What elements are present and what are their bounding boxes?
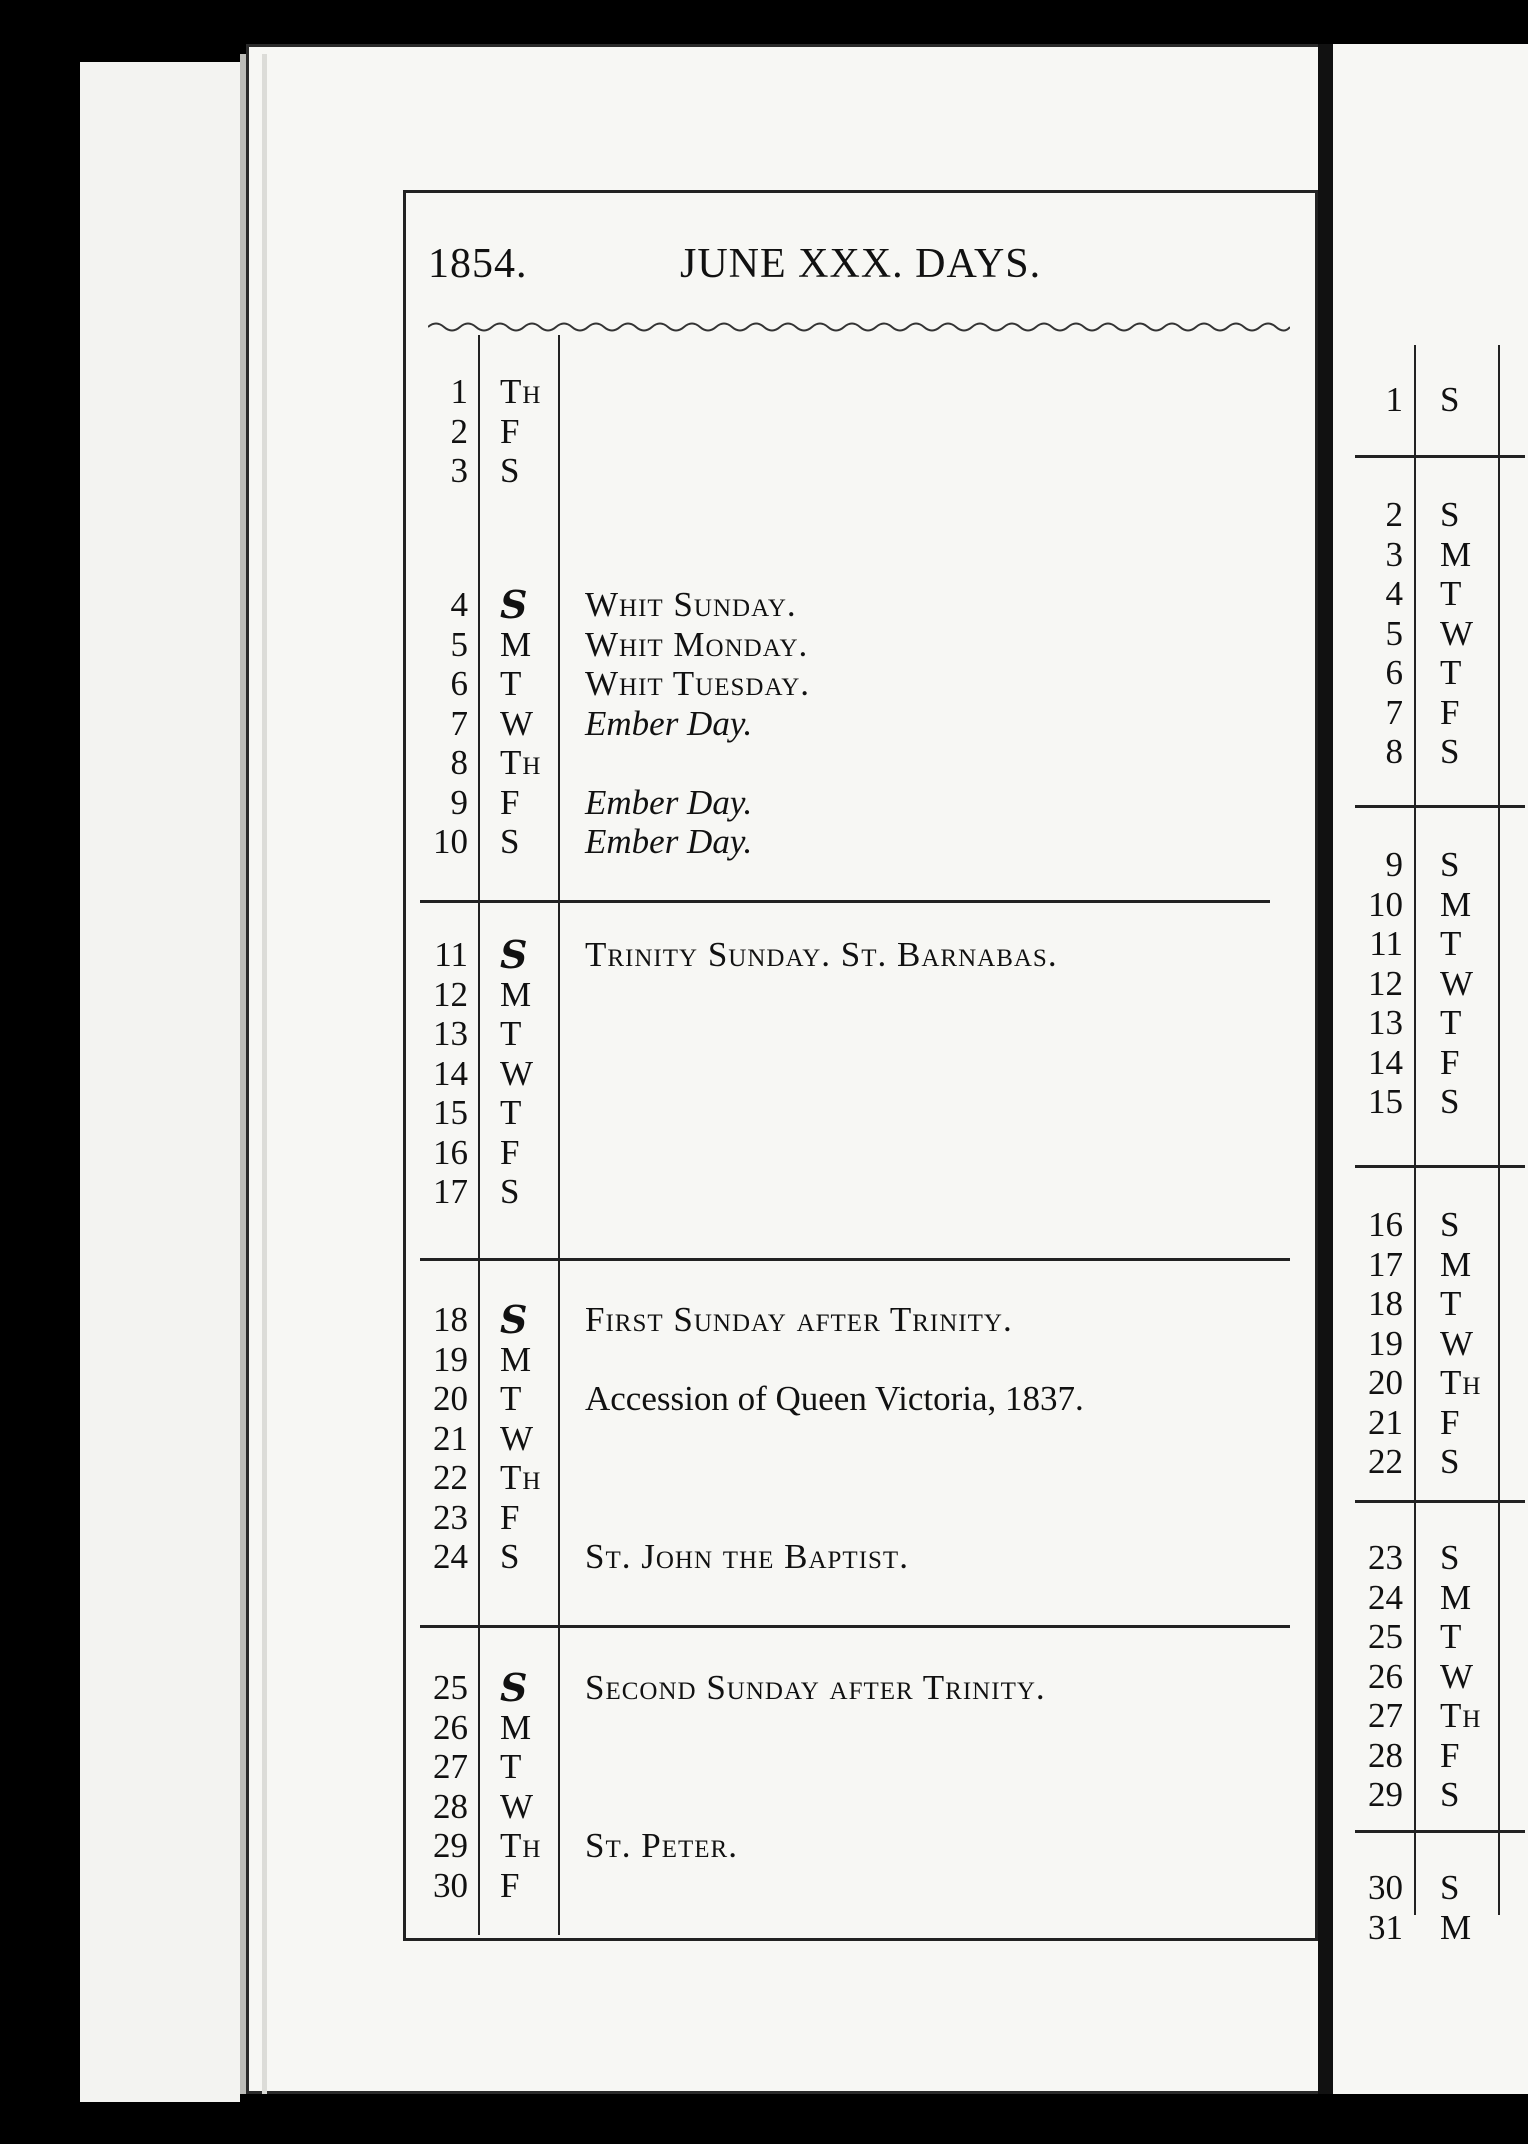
weekday-abbrev: T — [500, 1093, 522, 1132]
weekday-abbrev: T — [1440, 653, 1462, 692]
day-number: 3 — [450, 451, 468, 490]
weekday-abbrev: S — [1440, 1538, 1460, 1577]
calendar-row — [0, 1498, 1300, 1538]
day-number: 18 — [433, 1300, 468, 1339]
day-number: 20 — [433, 1379, 468, 1418]
calendar-event: Ember Day. — [585, 782, 753, 822]
weekday-abbrev: M — [1440, 1577, 1472, 1617]
day-number: 17 — [1368, 1244, 1403, 1284]
weekday-abbrev: S — [1440, 495, 1460, 534]
day-number: 5 — [450, 624, 468, 664]
day-number: 9 — [450, 782, 468, 822]
day-number: 19 — [1368, 1323, 1403, 1363]
weekday-abbrev: M — [1440, 1244, 1472, 1284]
day-number: 23 — [433, 1497, 468, 1537]
day-number: 29 — [1368, 1775, 1403, 1814]
day-number: 24 — [433, 1537, 468, 1576]
day-number: 1 — [450, 372, 468, 411]
weekday-abbrev: T — [1440, 1284, 1462, 1323]
calendar-event: First Sunday after Trinity. — [585, 1300, 1013, 1339]
day-number: 9 — [1385, 845, 1403, 884]
weekday-abbrev: W — [1440, 1323, 1474, 1363]
weekday-abbrev: T — [1440, 1617, 1462, 1656]
day-number: 2 — [450, 411, 468, 451]
next-page-row — [0, 1657, 1528, 1697]
weekday-abbrev: S — [500, 451, 520, 490]
calendar-event: Accession of Queen Victoria, 1837. — [585, 1379, 1084, 1418]
wavy-divider — [428, 320, 1290, 334]
next-page-row — [0, 1284, 1528, 1324]
day-number: 17 — [433, 1172, 468, 1211]
calendar-event: Ember Day. — [585, 703, 753, 743]
weekday-abbrev: W — [500, 1053, 534, 1093]
weekday-abbrev: F — [1440, 692, 1460, 732]
weekday-abbrev: M — [1440, 1907, 1472, 1947]
weekday-abbrev: M — [500, 1707, 532, 1747]
calendar-event: St. Peter. — [585, 1826, 738, 1865]
day-number: 7 — [1385, 692, 1403, 732]
day-number: 13 — [433, 1014, 468, 1053]
calendar-event: Whit Monday. — [585, 624, 809, 664]
next-page-row — [0, 693, 1528, 733]
day-number: 15 — [1368, 1082, 1403, 1121]
next-page-row — [0, 1003, 1528, 1043]
weekday-abbrev: F — [500, 1132, 520, 1172]
calendar-event: Ember Day. — [585, 822, 753, 861]
day-number: 30 — [1368, 1868, 1403, 1907]
day-number: 24 — [1368, 1577, 1403, 1617]
day-number: 10 — [1368, 884, 1403, 924]
day-number: 27 — [433, 1747, 468, 1786]
day-number: 2 — [1385, 495, 1403, 534]
weekday-abbrev: F — [500, 1497, 520, 1537]
weekday-abbrev: T — [1440, 1003, 1462, 1042]
day-number: 19 — [433, 1339, 468, 1379]
weekday-abbrev: F — [1440, 1402, 1460, 1442]
weekday-abbrev: T — [500, 1014, 522, 1053]
day-number: 4 — [1385, 574, 1403, 613]
next-page-row — [0, 1403, 1528, 1443]
calendar-event: Second Sunday after Trinity. — [585, 1668, 1046, 1707]
weekday-abbrev: W — [1440, 1656, 1474, 1696]
day-number: 25 — [433, 1668, 468, 1707]
day-number: 8 — [1385, 732, 1403, 771]
weekday-abbrev: M — [500, 1339, 532, 1379]
day-number: 18 — [1368, 1284, 1403, 1323]
next-page-row — [0, 380, 1528, 420]
calendar-row — [0, 1826, 1300, 1866]
day-number: 28 — [1368, 1735, 1403, 1775]
next-page-row — [0, 964, 1528, 1004]
weekday-abbrev: T — [500, 1747, 522, 1786]
day-number: 23 — [1368, 1538, 1403, 1577]
day-number: 16 — [433, 1132, 468, 1172]
weekday-abbrev: Th — [1440, 1696, 1482, 1735]
weekday-abbrev: Th — [500, 1826, 542, 1865]
weekday-abbrev: S — [1440, 1205, 1460, 1244]
weekday-abbrev: W — [1440, 963, 1474, 1003]
weekday-abbrev: S — [1440, 845, 1460, 884]
month-title: JUNE XXX. DAYS. — [680, 241, 1042, 287]
next-page-row — [0, 1736, 1528, 1776]
day-number: 22 — [1368, 1442, 1403, 1481]
next-page-row — [0, 1082, 1528, 1122]
day-number: 10 — [433, 822, 468, 861]
day-number: 13 — [1368, 1003, 1403, 1042]
calendar-event: Whit Sunday. — [585, 585, 797, 624]
weekday-abbrev: Th — [500, 743, 542, 782]
calendar-event: St. John the Baptist. — [585, 1537, 909, 1576]
weekday-abbrev: T — [500, 664, 522, 703]
next-page-week-divider — [1355, 805, 1525, 808]
next-page-row — [0, 1442, 1528, 1482]
weekday-abbrev: W — [1440, 613, 1474, 653]
weekday-abbrev: W — [500, 1786, 534, 1826]
weekday-abbrev: W — [500, 1418, 534, 1458]
day-number: 26 — [433, 1707, 468, 1747]
day-number: 8 — [450, 743, 468, 782]
day-number: 22 — [433, 1458, 468, 1497]
next-page-row — [0, 1538, 1528, 1578]
next-page-row — [0, 1324, 1528, 1364]
day-number: 7 — [450, 703, 468, 743]
sunday-glyph: S — [500, 582, 528, 627]
year-heading: 1854. — [428, 241, 528, 287]
weekday-abbrev: F — [1440, 1042, 1460, 1082]
weekday-abbrev: F — [500, 411, 520, 451]
calendar-row — [0, 451, 1300, 491]
day-number: 6 — [1385, 653, 1403, 692]
day-number: 3 — [1385, 534, 1403, 574]
next-page-row — [0, 845, 1528, 885]
next-page-row — [0, 1245, 1528, 1285]
next-page-week-divider — [1355, 1500, 1525, 1503]
weekday-abbrev: W — [500, 703, 534, 743]
weekday-abbrev: F — [500, 1865, 520, 1905]
weekday-abbrev: S — [1440, 1082, 1460, 1121]
weekday-abbrev: T — [1440, 574, 1462, 613]
next-page-week-divider — [1355, 1165, 1525, 1168]
weekday-abbrev: S — [1440, 1442, 1460, 1481]
next-page-row — [0, 1043, 1528, 1083]
next-page-row — [0, 495, 1528, 535]
next-page-row — [0, 1696, 1528, 1736]
calendar-row — [0, 1133, 1300, 1173]
next-page-row — [0, 614, 1528, 654]
day-number: 20 — [1368, 1363, 1403, 1402]
next-page-row — [0, 1617, 1528, 1657]
weekday-abbrev: F — [1440, 1735, 1460, 1775]
day-number: 15 — [433, 1093, 468, 1132]
weekday-abbrev: M — [1440, 884, 1472, 924]
weekday-abbrev: S — [1440, 732, 1460, 771]
next-page-row — [0, 1363, 1528, 1403]
day-number: 16 — [1368, 1205, 1403, 1244]
next-page-row — [0, 1908, 1528, 1948]
day-number: 11 — [1369, 924, 1403, 963]
weekday-abbrev: Th — [1440, 1363, 1482, 1402]
day-number: 21 — [1368, 1402, 1403, 1442]
next-page-row — [0, 1865, 1528, 1908]
day-number: 28 — [433, 1786, 468, 1826]
day-number: 26 — [1368, 1656, 1403, 1696]
weekday-abbrev: M — [1440, 534, 1472, 574]
next-page-row — [0, 653, 1528, 693]
next-page-row — [0, 535, 1528, 575]
next-page-row — [0, 574, 1528, 614]
next-page-week-divider — [1355, 1830, 1525, 1833]
weekday-abbrev: S — [500, 1172, 520, 1211]
next-page-row — [0, 885, 1528, 925]
next-page-row — [0, 1205, 1528, 1245]
calendar-row — [0, 783, 1300, 823]
weekday-abbrev: S — [1440, 380, 1460, 419]
next-page-row — [0, 1578, 1528, 1618]
weekday-abbrev: Th — [500, 1458, 542, 1497]
day-number: 4 — [450, 585, 468, 624]
sunday-glyph: S — [500, 1665, 528, 1710]
sunday-glyph: S — [500, 1297, 528, 1342]
sunday-glyph: S — [500, 932, 528, 977]
next-page-row — [0, 1775, 1528, 1815]
day-number: 27 — [1368, 1696, 1403, 1735]
weekday-abbrev: S — [1440, 1775, 1460, 1814]
day-number: 12 — [433, 974, 468, 1014]
day-number: 12 — [1368, 963, 1403, 1003]
weekday-abbrev: S — [500, 1537, 520, 1576]
weekday-abbrev: Th — [500, 372, 542, 411]
day-number: 30 — [433, 1865, 468, 1905]
day-number: 21 — [433, 1418, 468, 1458]
day-number: 14 — [1368, 1042, 1403, 1082]
day-number: 6 — [450, 664, 468, 703]
weekday-abbrev: T — [500, 1379, 522, 1418]
weekday-abbrev: M — [500, 624, 532, 664]
day-number: 5 — [1385, 613, 1403, 653]
next-page-week-divider — [1355, 455, 1525, 458]
weekday-abbrev: M — [500, 974, 532, 1014]
day-number: 31 — [1368, 1907, 1403, 1947]
day-number: 14 — [433, 1053, 468, 1093]
day-number: 25 — [1368, 1617, 1403, 1656]
day-number: 29 — [433, 1826, 468, 1865]
weekday-abbrev: S — [1440, 1868, 1460, 1907]
weekday-abbrev: S — [500, 822, 520, 861]
next-page-row — [0, 732, 1528, 772]
weekday-abbrev: T — [1440, 924, 1462, 963]
calendar-event: Trinity Sunday. St. Barnabas. — [585, 935, 1058, 974]
day-number: 1 — [1385, 380, 1403, 419]
next-page-row — [0, 924, 1528, 964]
weekday-abbrev: F — [500, 782, 520, 822]
day-number: 11 — [434, 935, 468, 974]
calendar-event: Whit Tuesday. — [585, 664, 811, 703]
